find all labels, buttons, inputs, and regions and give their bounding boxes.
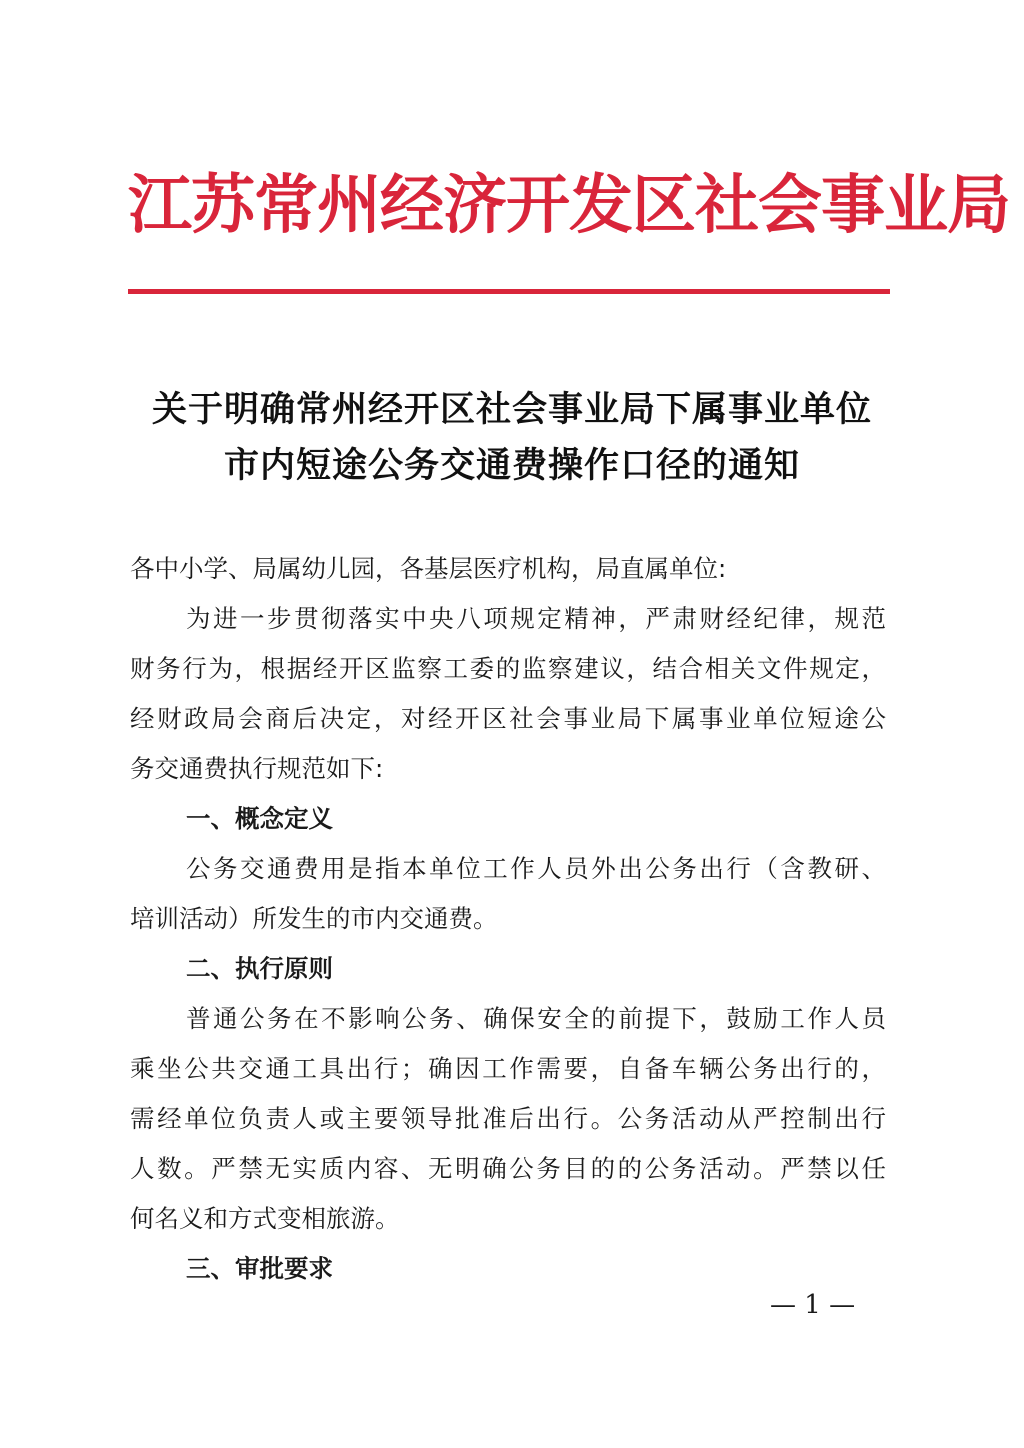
header-red-rule: [128, 289, 890, 294]
intro-line-2: 财务行为，根据经开区监察工委的监察建议，结合相关文件规定，: [130, 654, 886, 683]
section-heading-3: 三、审批要求: [186, 1254, 333, 1283]
title-line-1: 关于明确常州经开区社会事业局下属事业单位: [151, 389, 872, 430]
section-2-line-4: 人数。严禁无实质内容、无明确公务目的的公务活动。严禁以任: [130, 1154, 886, 1183]
section-1-line-1: 公务交通费用是指本单位工作人员外出公务出行（含教研、: [186, 854, 886, 883]
intro-line-4: 务交通费执行规范如下:: [130, 754, 384, 783]
section-2-line-3: 需经单位负责人或主要领导批准后出行。公务活动从严控制出行: [130, 1104, 886, 1133]
section-2-line-2: 乘坐公共交通工具出行；确因工作需要，自备车辆公务出行的，: [130, 1054, 886, 1083]
addressee: 各中小学、局属幼儿园，各基层医疗机构，局直属单位:: [130, 554, 727, 583]
section-2-line-1: 普通公务在不影响公务、确保安全的前提下，鼓励工作人员: [186, 1004, 886, 1033]
section-heading-1: 一、概念定义: [186, 804, 333, 833]
title-line-2: 市内短途公务交通费操作口径的通知: [223, 445, 800, 486]
organization-header: 江苏常州经济开发区社会事业局: [128, 168, 1010, 243]
section-1-line-2: 培训活动）所发生的市内交通费。: [130, 904, 498, 933]
page-number: — 1 —: [770, 1290, 856, 1320]
intro-line-1: 为进一步贯彻落实中央八项规定精神，严肃财经纪律，规范: [186, 604, 886, 633]
section-2-line-5: 何名义和方式变相旅游。: [130, 1204, 400, 1233]
section-heading-2: 二、执行原则: [186, 954, 333, 983]
document-title: [100, 382, 924, 494]
intro-line-3: 经财政局会商后决定，对经开区社会事业局下属事业单位短途公: [130, 704, 886, 733]
